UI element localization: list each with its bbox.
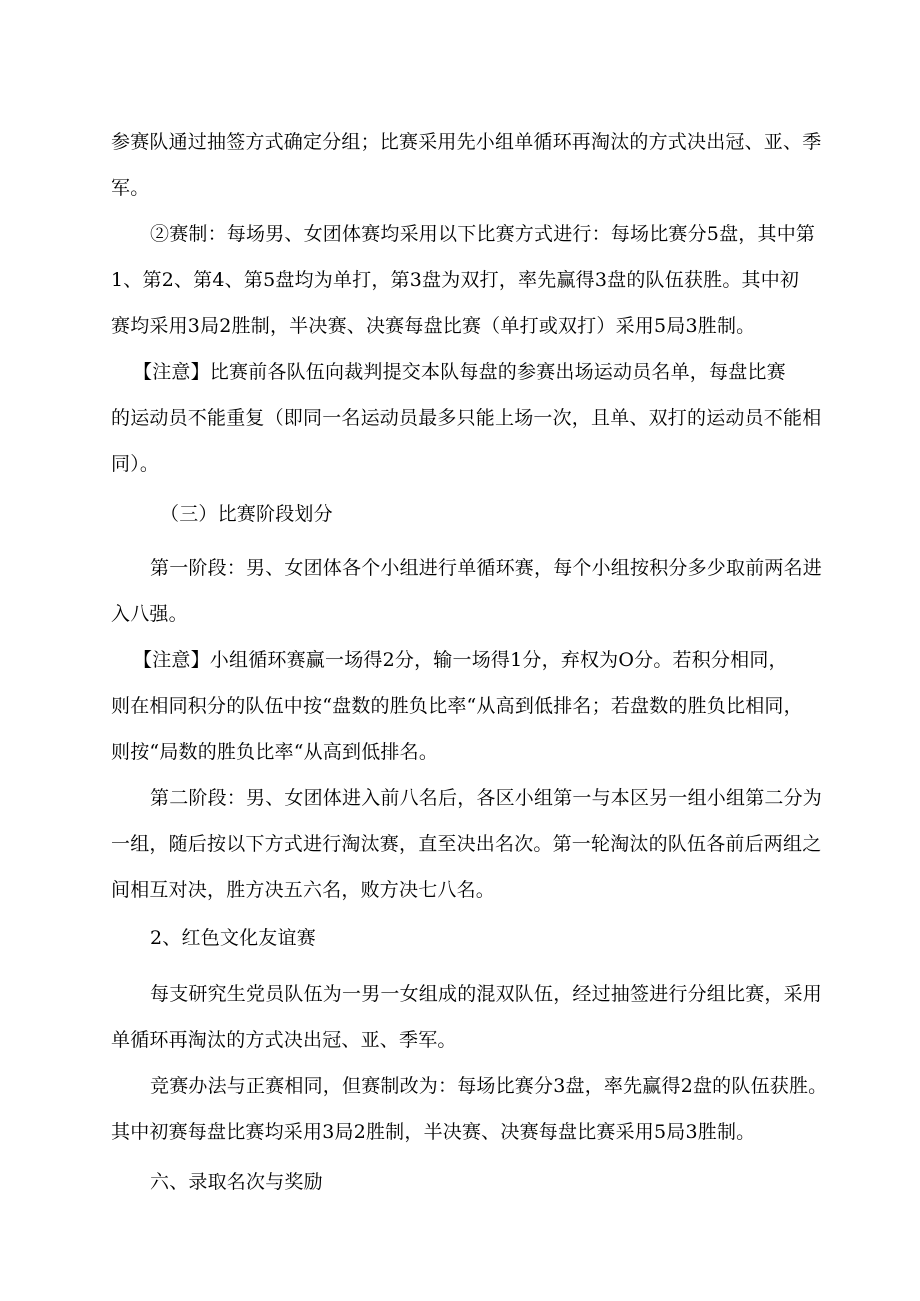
paragraph-line: 则按“局数的胜负比率“从高到低排名。 <box>111 741 439 763</box>
paragraph-line: 1、第2、第4、第5盘均为单打，第3盘为双打，率先赢得3盘的队伍获胜。其中初 <box>111 269 800 291</box>
paragraph-line: 第二阶段：男、女团体进入前八名后，各区小组第一与本区另一组小组第二分为 <box>150 787 823 809</box>
paragraph-line: 同）。 <box>111 453 160 475</box>
paragraph-line: 每支研究生党员队伍为一男一女组成的混双队伍，经过抽签进行分组比赛，采用 <box>150 983 823 1005</box>
paragraph-line: 【注意】比赛前各队伍向裁判提交本队每盘的参赛出场运动员名单，每盘比赛 <box>133 361 786 383</box>
section-heading: 六、录取名次与奖励 <box>150 1171 323 1193</box>
paragraph-line: 【注意】小组循环赛赢一场得2分，输一场得1分，弃权为O分。若积分相同， <box>133 649 788 671</box>
paragraph-line: 参赛队通过抽签方式确定分组；比赛采用先小组单循环再淘汰的方式决出冠、亚、季 <box>111 131 822 153</box>
paragraph-line: 一组，随后按以下方式进行淘汰赛，直至决出名次。第一轮淘汰的队伍各前后两组之 <box>111 833 822 855</box>
paragraph-line: 则在相同积分的队伍中按“盘数的胜负比率“从高到低排名；若盘数的胜负比相同， <box>111 695 803 717</box>
paragraph-line: 第一阶段：男、女团体各个小组进行单循环赛，每个小组按积分多少取前两名进 <box>150 557 823 579</box>
paragraph-line: 竞赛办法与正赛相同，但赛制改为：每场比赛分3盘，率先赢得2盘的队伍获胜。 <box>150 1075 828 1097</box>
paragraph-line: 的运动员不能重复（即同一名运动员最多只能上场一次，且单、双打的运动员不能相 <box>111 407 822 429</box>
paragraph-line: 其中初赛每盘比赛均采用3局2胜制，半决赛、决赛每盘比赛采用5局3胜制。 <box>111 1121 756 1143</box>
section-heading: 2、红色文化友谊赛 <box>150 927 316 949</box>
paragraph-line: 赛均采用3局2胜制，半决赛、决赛每盘比赛（单打或双打）采用5局3胜制。 <box>111 315 756 337</box>
paragraph-line: 间相互对决，胜方决五六名，败方决七八名。 <box>111 879 496 901</box>
paragraph-line: 单循环再淘汰的方式决出冠、亚、季军。 <box>111 1029 457 1051</box>
paragraph-line: 入八强。 <box>111 603 188 625</box>
paragraph-line: ②赛制：每场男、女团体赛均采用以下比赛方式进行：每场比赛分5盘，其中第 <box>150 223 816 245</box>
section-heading: （三）比赛阶段划分 <box>160 503 333 525</box>
paragraph-line: 军。 <box>111 177 150 199</box>
